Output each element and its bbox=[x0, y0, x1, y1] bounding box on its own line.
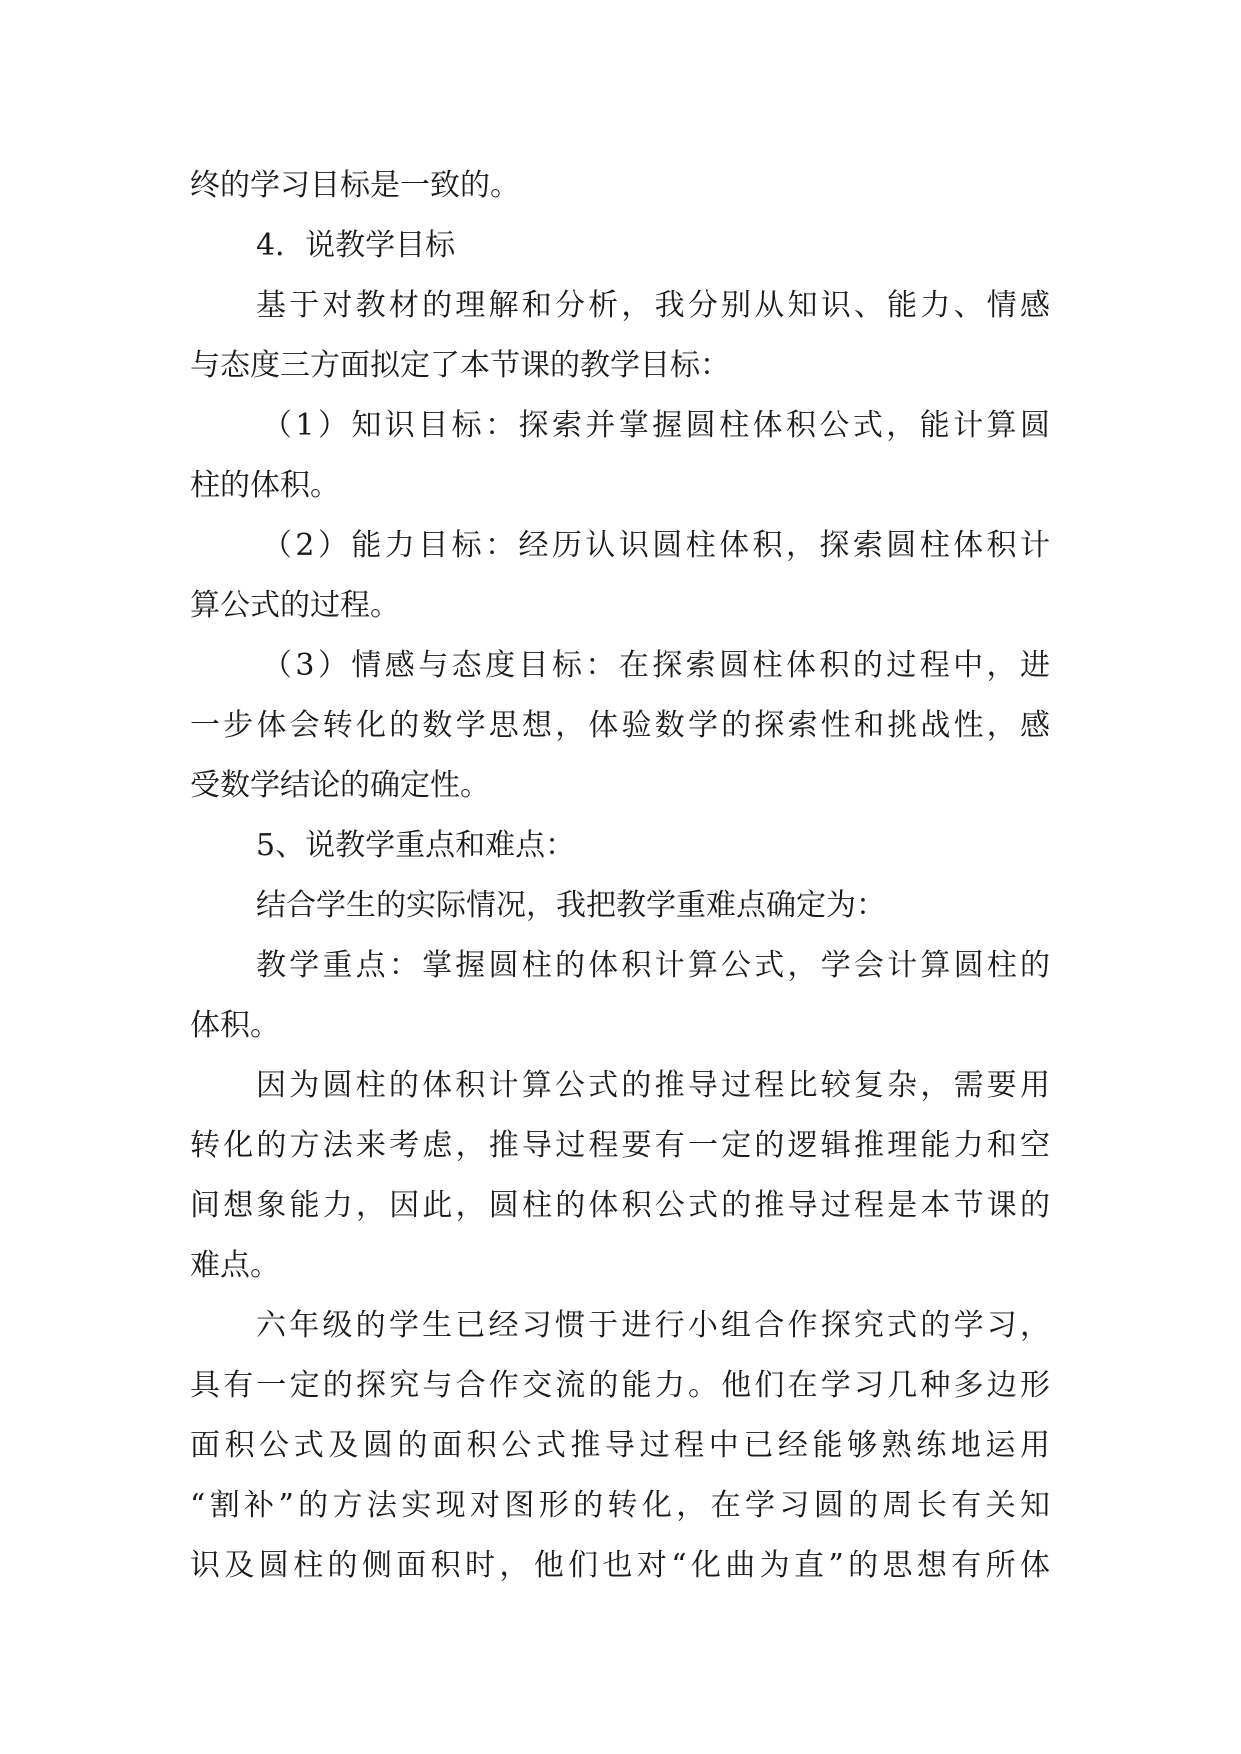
section-heading-teaching-goals: 4．说教学目标 bbox=[256, 228, 456, 263]
text-line: 柱的体积。 bbox=[190, 468, 340, 503]
text-line: 具有一定的探究与合作交流的能力。他们在学习几种多边形 bbox=[190, 1368, 1050, 1403]
text-line: 与态度三方面拟定了本节课的教学目标： bbox=[190, 348, 730, 383]
text-line: 终的学习目标是一致的。 bbox=[190, 168, 520, 203]
text-line: 结合学生的实际情况，我把教学重难点确定为： bbox=[256, 888, 886, 923]
text-line: 因为圆柱的体积计算公式的推导过程比较复杂，需要用 bbox=[256, 1068, 1050, 1103]
text-line: 识及圆柱的侧面积时，他们也对“化曲为直”的思想有所体 bbox=[190, 1548, 1050, 1583]
text-line: 体积。 bbox=[190, 1008, 280, 1043]
document-body bbox=[190, 156, 1050, 1596]
text-line: 间想象能力，因此，圆柱的体积公式的推导过程是本节课的 bbox=[190, 1188, 1050, 1223]
text-line: 一步体会转化的数学思想，体验数学的探索性和挑战性，感 bbox=[190, 708, 1050, 743]
section-heading-key-points: 5、说教学重点和难点： bbox=[256, 828, 576, 863]
text-line: “割补”的方法实现对图形的转化，在学习圆的周长有关知 bbox=[190, 1488, 1050, 1523]
text-line: 受数学结论的确定性。 bbox=[190, 768, 490, 803]
text-line: 面积公式及圆的面积公式推导过程中已经能够熟练地运用 bbox=[190, 1428, 1050, 1463]
text-line: 难点。 bbox=[190, 1248, 280, 1283]
text-line: （2）能力目标：经历认识圆柱体积，探索圆柱体积计 bbox=[262, 528, 1050, 563]
text-line: 六年级的学生已经习惯于进行小组合作探究式的学习， bbox=[256, 1308, 1050, 1343]
text-line: 基于对教材的理解和分析，我分别从知识、能力、情感 bbox=[256, 288, 1050, 323]
text-line: （1）知识目标：探索并掌握圆柱体积公式，能计算圆 bbox=[262, 408, 1050, 443]
text-line: 算公式的过程。 bbox=[190, 588, 400, 623]
text-line: （3）情感与态度目标：在探索圆柱体积的过程中，进 bbox=[262, 648, 1050, 683]
text-line: 转化的方法来考虑，推导过程要有一定的逻辑推理能力和空 bbox=[190, 1128, 1050, 1163]
text-line: 教学重点：掌握圆柱的体积计算公式，学会计算圆柱的 bbox=[256, 948, 1050, 983]
